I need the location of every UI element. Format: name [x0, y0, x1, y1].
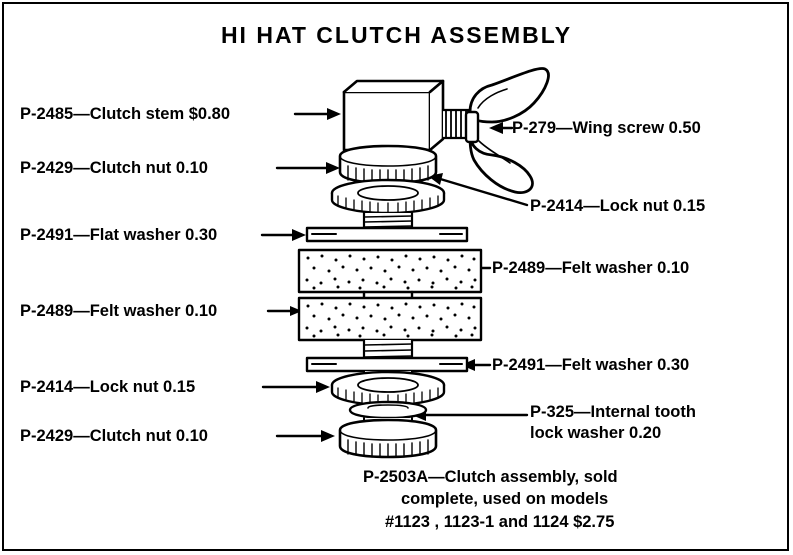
internal-tooth-lock-washer-part	[350, 402, 426, 418]
label-clutch-assembly-line3: #1123 , 1123-1 and 1124 $2.75	[385, 512, 615, 531]
lock-nut-lower-part	[332, 371, 444, 405]
label-felt-washer-right: P-2489—Felt washer 0.10	[492, 259, 690, 277]
leader-lock-nut-left	[263, 381, 330, 393]
threaded-barrel-upper	[364, 213, 412, 228]
threaded-barrel-lower	[364, 340, 412, 358]
leader-clutch-stem	[295, 108, 341, 120]
label-lock-nut-left: P-2414—Lock nut 0.15	[20, 378, 196, 396]
label-clutch-assembly	[363, 466, 618, 533]
label-internal-tooth-washer	[530, 402, 696, 443]
label-clutch-nut-bottom: P-2429—Clutch nut 0.10	[20, 427, 208, 445]
leader-clutch-nut-top	[277, 162, 340, 174]
clutch-nut-bottom-part	[340, 418, 436, 457]
label-clutch-stem: P-2485—Clutch stem $0.80	[20, 105, 231, 123]
label-flat-washer: P-2491—Flat washer 0.30	[20, 226, 218, 244]
leader-felt-washer-left	[268, 306, 302, 316]
felt-washer-lower-part	[299, 298, 481, 340]
felt-washer-upper-part	[299, 250, 481, 292]
label-clutch-assembly-line1: P-2503A—Clutch assembly, sold	[363, 468, 618, 486]
leader-clutch-nut-bottom	[277, 430, 335, 442]
flat-washer-lower-part	[307, 358, 467, 371]
flat-washer-upper-part	[307, 228, 467, 241]
label-internal-tooth-washer-line1: P-325—Internal tooth	[530, 403, 696, 421]
leader-internal-tooth-washer	[412, 409, 527, 421]
label-felt-washer-left: P-2489—Felt washer 0.10	[20, 302, 218, 320]
label-felt-washer-right-lower: P-2491—Felt washer 0.30	[492, 356, 690, 374]
label-internal-tooth-washer-line2: lock washer 0.20	[530, 423, 662, 442]
leader-wing-screw	[489, 122, 512, 134]
clutch-nut-top-part	[340, 146, 436, 183]
label-clutch-nut-top: P-2429—Clutch nut 0.10	[20, 159, 208, 177]
label-clutch-assembly-line2: complete, used on models	[401, 490, 609, 509]
label-lock-nut-right: P-2414—Lock nut 0.15	[530, 197, 706, 215]
clutch-stem-part	[344, 81, 470, 150]
label-wing-screw: P-279—Wing screw 0.50	[512, 119, 701, 137]
page-title: HI HAT CLUTCH ASSEMBLY	[220, 22, 573, 48]
lock-nut-upper-part	[332, 180, 444, 213]
leader-flat-washer	[262, 229, 306, 241]
